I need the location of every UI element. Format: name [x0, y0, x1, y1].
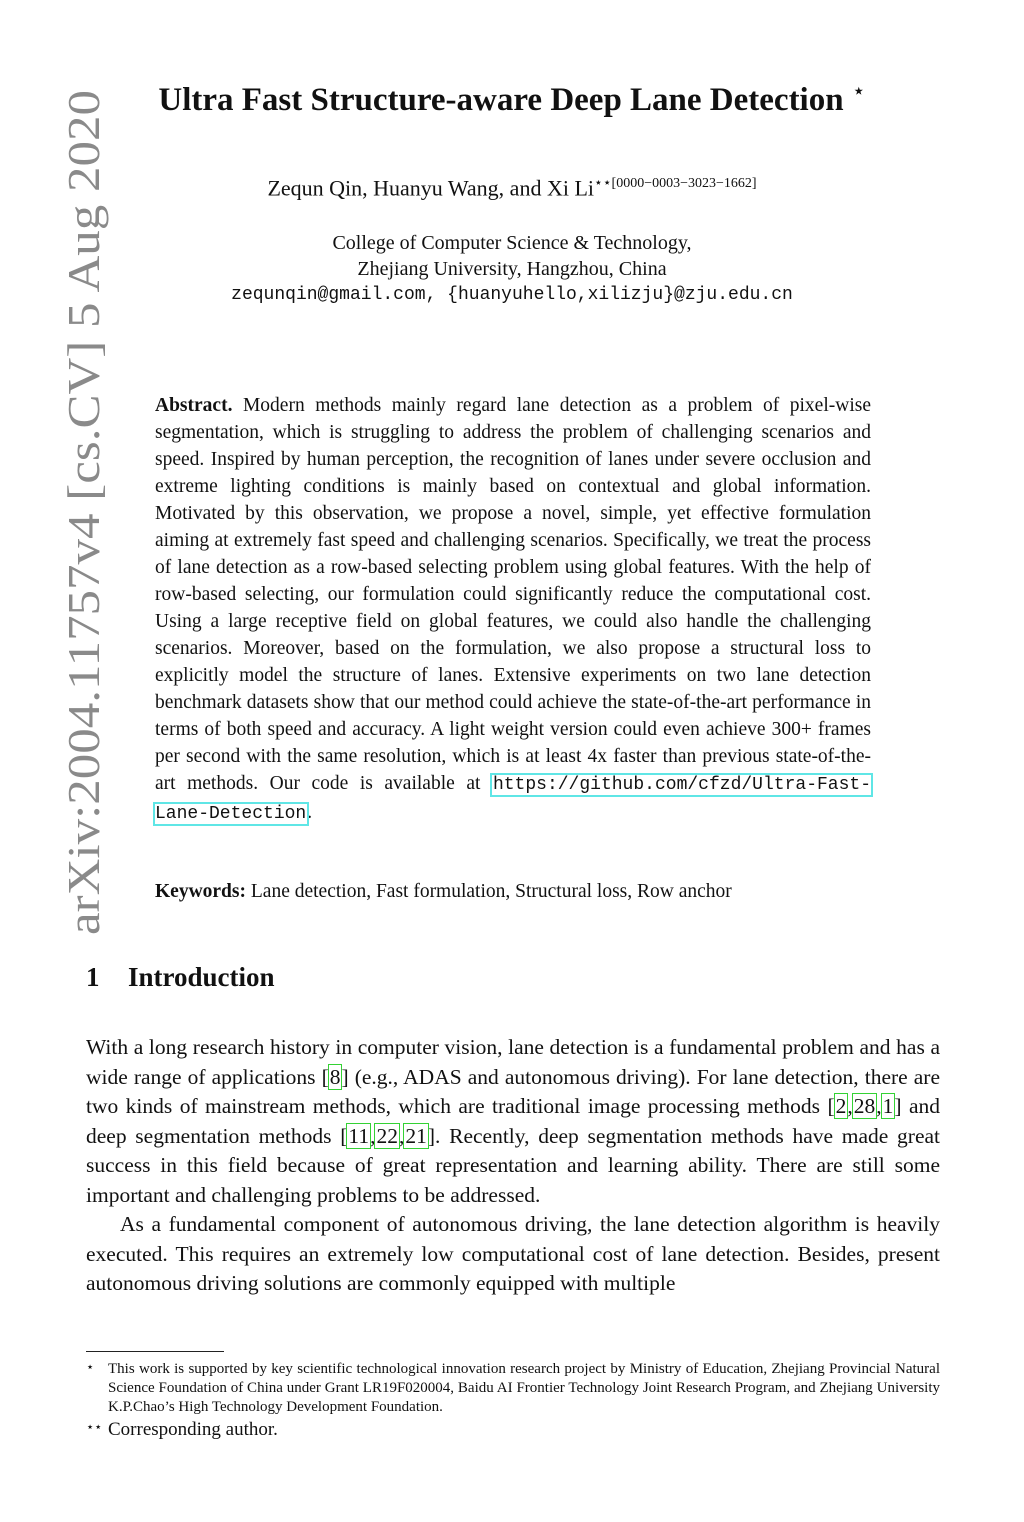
abstract-end: .	[307, 802, 313, 823]
footnote-2-mark: ⋆⋆	[86, 1419, 103, 1434]
intro-text: ]. Recently, deep segmentation methods have made great success in this field because of great representation and learning ability. There are still some important and challenging problems to be addressed.	[86, 1123, 941, 1207]
arxiv-sidebar-stamp	[21, 90, 133, 940]
arxiv-identifier: arXiv:2004.11757v4 [cs.CV] 5 Aug 2020	[58, 172, 109, 935]
footnote-1-mark: ⋆	[86, 1359, 95, 1374]
citation-link[interactable]: 2	[835, 1094, 847, 1118]
citation-link[interactable]: 1	[882, 1094, 894, 1118]
author-list	[0, 175, 1024, 201]
author-emails: zequnqin@gmail.com, {huanyuhello,xilizju}@zju.edu.cn	[231, 285, 793, 305]
affiliation-block	[0, 230, 1024, 308]
keywords	[155, 881, 871, 903]
footnote-2	[86, 1420, 940, 1439]
abstract	[155, 392, 871, 828]
footnote-1	[86, 1360, 940, 1417]
keywords-text: Lane detection, Fast formulation, Structural loss, Row anchor	[250, 881, 732, 902]
affiliation-line-1: College of Computer Science & Technology,	[332, 232, 692, 254]
citation-link[interactable]: 21	[405, 1123, 427, 1148]
intro-paragraph-1: With a long research history in computer vision, lane detection is a fundamental problem and has a wide range of applications [8] (e.g., ADAS and autonomous driving). For lane detection, there are two kinds of mainstream methods, which are traditional image processing methods [2,28,1] and deep segmentation methods [11,22,21]. Recently, deep segmentation methods have made great success in this field because of great representation and learning ability. There are still some important and challenging problems to be addressed.	[86, 1035, 941, 1207]
citation-link[interactable]: 28	[853, 1094, 876, 1118]
introduction-body	[86, 1033, 940, 1299]
intro-text: ] (e.g., ADAS and autonomous driving). For lane detection, there are two kinds of mainstream methods, which are traditional image processing methods [	[86, 1064, 940, 1118]
section-title: Introduction	[128, 962, 275, 992]
citation-link[interactable]: 8	[329, 1064, 341, 1089]
intro-text: ] and deep segmentation methods [	[86, 1094, 941, 1148]
title-footnote-mark: ⋆	[851, 78, 866, 103]
author-names: Zequn Qin, Huanyu Wang, and Xi Li	[267, 175, 594, 201]
affiliation-line-2: Zhejiang University, Hangzhou, China	[357, 258, 667, 280]
footnote-2-text: Corresponding author.	[108, 1419, 278, 1440]
section-number: 1	[86, 962, 100, 992]
footnote-rule	[86, 1351, 224, 1352]
citation-link[interactable]: 22	[376, 1123, 398, 1148]
section-heading	[86, 962, 275, 993]
abstract-text: Modern methods mainly regard lane detection as a problem of pixel-wise segmentation, which is struggling to address the problem of challenging scenarios and speed. Inspired by human perception, the recognition of lanes under severe occlusion and extreme lighting conditions is mainly based on contextual and global information. Motivated by this observation, we propose a novel, simple, yet effective formulation aiming at extremely fast speed and challenging scenarios. Specifically, we treat the process of lane detection as a row-based selecting problem using global features. With the help of row-based selecting, our formulation could significantly reduce the computational cost. Using a large receptive field on global features, we could also handle the challenging scenarios. Moreover, based on the formulation, we also propose a structural loss to explicitly model the structure of lanes. Extensive experiments on two lane detection benchmark datasets show that our method could achieve the state-of-the-art performance in terms of both speed and accuracy. A light weight version could even achieve 300+ frames per second with the same resolution, which is at least 4x faster than previous state-of-the-art methods. Our code is available at	[155, 395, 871, 794]
paper-title	[0, 78, 1024, 119]
abstract-label: Abstract.	[155, 395, 233, 416]
citation-link[interactable]: 11	[348, 1123, 370, 1148]
intro-paragraph-2: As a fundamental component of autonomous driving, the lane detection algorithm is heavily executed. This requires an extremely low computational cost of lane detection. Besides, present autonomous driving solutions are commonly equipped with multiple	[86, 1212, 940, 1295]
code-url-link[interactable]: https://github.com/cfzd/Ultra-Fast-Lane-Detection	[155, 775, 871, 824]
keywords-label: Keywords:	[155, 881, 246, 902]
paper-title-text: Ultra Fast Structure-aware Deep Lane Detection	[158, 82, 844, 118]
author-orcid-mark: ⋆⋆[0000−0003−3023−1662]	[594, 176, 757, 191]
footnote-1-text: This work is supported by key scientific technological innovation research project by Ministry of Education, Zhejiang Provincial Natural Science Foundation of China under Grant LR19F020004, Baidu AI Frontier Technology Joint Research Program, and Zhejiang University K.P.Chao’s High Technology Development Foundation.	[108, 1361, 940, 1415]
intro-text: With a long research history in computer vision, lane detection is a fundamental problem and has a wide range of applications [	[86, 1035, 940, 1089]
